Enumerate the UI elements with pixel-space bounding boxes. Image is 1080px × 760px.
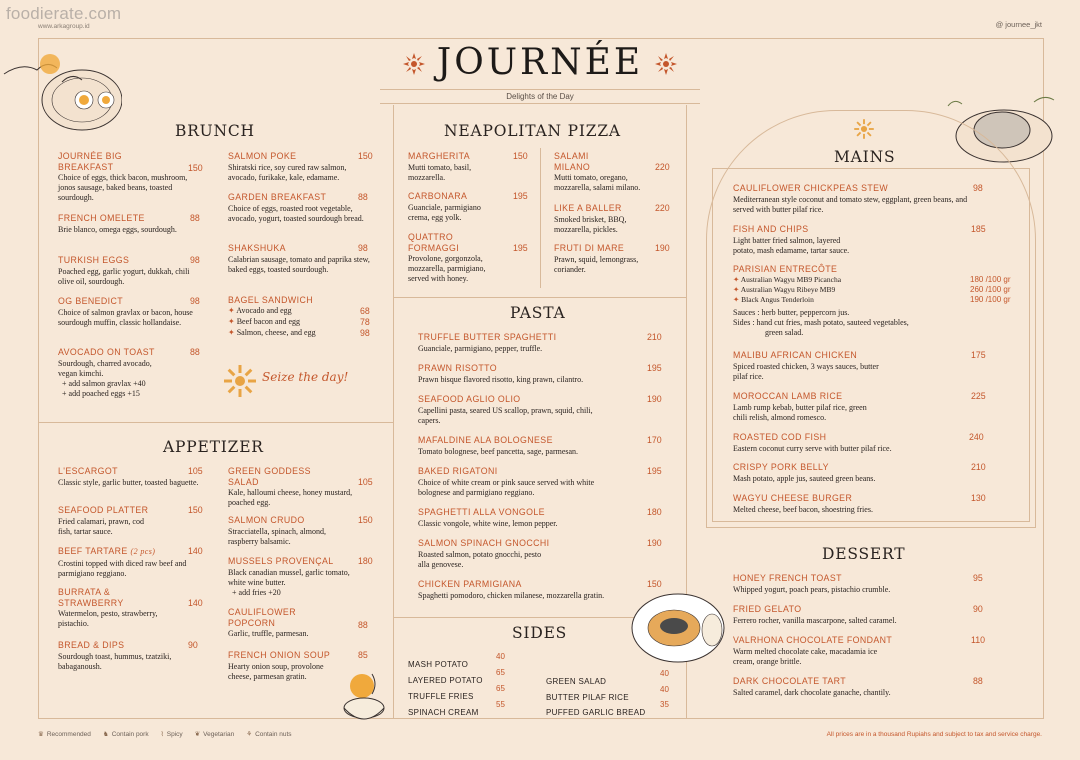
legend-spicy bbox=[161, 730, 183, 738]
item-desc: Prawn, squid, lemongrass, coriander. bbox=[554, 254, 639, 274]
item-price: 240 bbox=[969, 432, 984, 442]
menu-item bbox=[228, 650, 373, 682]
item-name: BREAD & DIPS bbox=[58, 640, 125, 650]
item-desc: Classic style, garlic butter, toasted baguette. bbox=[58, 477, 199, 487]
item-desc: Choice of eggs, thick bacon, mushroom, jonos sausage, baked beans, toasted sourdough. bbox=[58, 173, 188, 202]
menu-item bbox=[58, 546, 203, 579]
sub-item-name: Black Angus Tenderloin bbox=[741, 294, 814, 304]
item-name: TRUFFLE BUTTER SPAGHETTI bbox=[418, 332, 557, 342]
sun-small-icon bbox=[853, 118, 875, 140]
menu-item bbox=[58, 466, 203, 488]
side-price: 40 bbox=[660, 685, 669, 694]
item-name: MARGHERITA bbox=[408, 151, 470, 161]
side-price: 55 bbox=[496, 700, 505, 709]
item-desc: Roasted salmon, potato gnocchi, pesto alla genovese. bbox=[418, 549, 542, 569]
item-name: MALIBU AFRICAN CHICKEN bbox=[733, 350, 858, 360]
sub-item-price: 190 /100 gr bbox=[970, 294, 1011, 304]
item-name: HONEY FRENCH TOAST bbox=[733, 573, 842, 583]
side-price: 35 bbox=[660, 700, 669, 709]
item-desc: Spiced roasted chicken, 3 ways sauces, butter pilaf rice. bbox=[733, 361, 879, 381]
item-desc: Sourdough, charred avocado, vegan kimchi. bbox=[58, 358, 152, 378]
menu-item bbox=[733, 462, 988, 484]
item-name: AVOCADO ON TOAST bbox=[58, 347, 155, 357]
item-price: 110 bbox=[971, 635, 986, 645]
side-name: BUTTER PILAF RICE bbox=[546, 693, 629, 702]
item-price: 88 bbox=[190, 347, 200, 357]
menu-item bbox=[733, 224, 988, 256]
item-name: OG BENEDICT bbox=[58, 296, 124, 306]
side-name: LAYERED POTATO bbox=[408, 676, 483, 685]
menu-item bbox=[733, 350, 988, 382]
item-name: DARK CHOCOLATE TART bbox=[733, 676, 847, 686]
item-desc: Poached egg, garlic yogurt, dukkah, chili olive oil, sourdough. bbox=[58, 266, 190, 286]
item-price: 190 bbox=[647, 538, 662, 548]
add-on: + add fries +20 bbox=[232, 587, 281, 597]
appetizer-title: APPETIZER bbox=[163, 438, 264, 456]
item-price: 90 bbox=[973, 604, 983, 614]
menu-item bbox=[408, 232, 533, 284]
item-desc: Choice of white cream or pink sauce served with white bolognese and parmigiano reggiano. bbox=[418, 477, 595, 497]
item-name: PRAWN RISOTTO bbox=[418, 363, 497, 373]
item-desc: Eastern coconut curry serve with butter pilaf rice. bbox=[733, 443, 892, 453]
menu-item bbox=[733, 573, 988, 595]
item-name: FRUTI DI MARE bbox=[554, 243, 625, 253]
item-name: GREEN GODDESS SALAD bbox=[228, 466, 311, 487]
item-name: CRISPY PORK BELLY bbox=[733, 462, 829, 472]
item-desc: Salted caramel, dark chocolate ganache, chantily. bbox=[733, 687, 891, 697]
sub-item: ✦ Beef bacon and egg 78 bbox=[228, 316, 370, 327]
item-name: SEAFOOD AGLIO OLIO bbox=[418, 394, 521, 404]
item-price: 185 bbox=[971, 224, 986, 234]
item-desc: Brie blanco, omega eggs, sourdough. bbox=[58, 224, 177, 234]
menu-item bbox=[418, 538, 663, 570]
item-name: SALMON SPINACH GNOCCHI bbox=[418, 538, 550, 548]
item-price: 195 bbox=[647, 466, 662, 476]
item-name: MUSSELS PROVENÇAL bbox=[228, 556, 334, 566]
menu-item bbox=[733, 493, 988, 515]
item-name: MOROCCAN LAMB RICE bbox=[733, 391, 843, 401]
menu-item bbox=[228, 243, 373, 275]
item-price: 130 bbox=[971, 493, 986, 503]
item-price: 95 bbox=[973, 573, 983, 583]
sub-item-price: 180 /100 gr bbox=[970, 274, 1011, 284]
item-name: SALMON CRUDO bbox=[228, 515, 305, 525]
sub-item: ✦ Salmon, cheese, and egg 98 bbox=[228, 327, 370, 338]
legend-pork bbox=[103, 730, 149, 738]
item-desc: Stracciatella, spinach, almond, raspberry balsamic. bbox=[228, 526, 326, 546]
menu-item bbox=[418, 332, 663, 354]
sub-item: ✦ Avocado and egg 68 bbox=[228, 305, 370, 316]
instagram-handle: @ journee_jkt bbox=[995, 20, 1042, 29]
item-price: 180 bbox=[358, 556, 373, 566]
item-name: ROASTED COD FISH bbox=[733, 432, 827, 442]
item-price: 150 bbox=[513, 151, 528, 161]
item-name: SALMON POKE bbox=[228, 151, 297, 161]
item-name: JOURNÉE BIG BREAKFAST bbox=[58, 151, 123, 172]
menu-item bbox=[554, 243, 679, 275]
item-price: 85 bbox=[358, 650, 368, 660]
item-desc: Lamb rump kebab, butter pilaf rice, green chili relish, almond romesco. bbox=[733, 402, 867, 422]
menu-item bbox=[418, 363, 663, 385]
menu-item bbox=[733, 391, 988, 423]
menu-item bbox=[733, 183, 988, 215]
item-name: SALAMI MILANO bbox=[554, 151, 591, 172]
item-desc: Guanciale, parmigiano crema, egg yolk. bbox=[408, 202, 481, 222]
menu-item bbox=[408, 191, 533, 223]
brunch-title: BRUNCH bbox=[175, 122, 255, 140]
item-desc: Whipped yogurt, poach pears, pistachio crumble. bbox=[733, 584, 891, 594]
item-name: PARISIAN ENTRECÔTE bbox=[733, 264, 838, 274]
item-desc: Mediterranean style coconut and tomato stew, eggplant, green beans, and served with butter pilaf rice. bbox=[733, 194, 968, 214]
nut-icon: ⚘ bbox=[246, 731, 253, 738]
item-name: QUATTRO FORMAGGI bbox=[408, 232, 460, 253]
pork-icon: ♞ bbox=[102, 731, 109, 738]
item-name: CARBONARA bbox=[408, 191, 468, 201]
item-desc: Sourdough toast, hummus, tzatziki, babaganoush. bbox=[58, 651, 172, 671]
item-desc: Ferrero rocher, vanilla mascarpone, salted caramel. bbox=[733, 615, 897, 625]
side-item bbox=[408, 700, 508, 717]
menu-item bbox=[58, 505, 203, 537]
add-on: + add poached eggs +15 bbox=[62, 389, 140, 398]
item-name: BAGEL SANDWICH bbox=[228, 295, 313, 305]
recommended-icon: ♛ bbox=[38, 731, 44, 738]
menu-item bbox=[228, 295, 373, 339]
item-name: BURRATA & STRAWBERRY bbox=[58, 587, 124, 608]
item-desc: Garlic, truffle, parmesan. bbox=[228, 629, 309, 638]
item-desc: Warm melted chocolate cake, macadamia ice cream, orange brittle. bbox=[733, 646, 878, 666]
item-price: 225 bbox=[971, 391, 986, 401]
item-name bbox=[58, 546, 203, 558]
item-name: FRENCH ONION SOUP bbox=[228, 650, 331, 660]
item-price: 220 bbox=[655, 162, 670, 172]
menu-item bbox=[418, 507, 663, 529]
item-price: 90 bbox=[188, 640, 198, 650]
item-name: L'ESCARGOT bbox=[58, 466, 118, 476]
item-name: BAKED RIGATONI bbox=[418, 466, 498, 476]
menu-item bbox=[228, 607, 373, 639]
sub-item-price: 78 bbox=[360, 316, 370, 327]
item-name-text: BEEF TARTARE bbox=[58, 546, 128, 556]
item-price: 210 bbox=[647, 332, 662, 342]
item-price: 98 bbox=[190, 255, 200, 265]
item-name: LIKE A BALLER bbox=[554, 203, 622, 213]
item-name: WAGYU CHEESE BURGER bbox=[733, 493, 853, 503]
item-price: 88 bbox=[973, 676, 983, 686]
item-desc: Guanciale, parmigiano, pepper, truffle. bbox=[418, 343, 543, 353]
item-price: 220 bbox=[655, 203, 670, 213]
item-name: SHAKSHUKA bbox=[228, 243, 286, 253]
menu-item bbox=[58, 151, 203, 203]
side-name: SPINACH CREAM bbox=[408, 708, 479, 717]
item-name: CAULIFLOWER CHICKPEAS STEW bbox=[733, 183, 889, 193]
side-price: 40 bbox=[660, 669, 669, 678]
item-name: VALRHONA CHOCOLATE FONDANT bbox=[733, 635, 893, 645]
sub-item: ✦ Australian Wagyu Ribeye MB9 260 /100 gr bbox=[733, 284, 1011, 294]
item-price: 150 bbox=[188, 163, 203, 173]
item-desc: Mutti tomato, oregano, mozzarella, salami milano. bbox=[554, 173, 641, 192]
divider-pizza-col bbox=[540, 148, 541, 288]
sub-item-name: Beef bacon and egg bbox=[236, 316, 301, 326]
sub-item-name: Salmon, cheese, and egg bbox=[236, 327, 316, 337]
item-name: FRENCH OMELETE bbox=[58, 213, 145, 223]
item-desc: Spaghetti pomodoro, chicken milanese, mozzarella gratin. bbox=[418, 590, 605, 600]
menu-item bbox=[228, 556, 373, 598]
legend-nuts bbox=[246, 730, 291, 738]
sun-icon bbox=[222, 363, 258, 399]
divider-pizza bbox=[393, 297, 686, 298]
sub-item-price: 68 bbox=[360, 305, 370, 316]
divider-brunch bbox=[38, 422, 393, 423]
menu-item bbox=[418, 466, 663, 498]
pasta-title: PASTA bbox=[510, 304, 566, 322]
item-desc: Tomato bolognese, beef pancetta, sage, parmesan. bbox=[418, 446, 579, 456]
website-text: www.arkagroup.id bbox=[38, 23, 90, 30]
menu-item bbox=[733, 676, 988, 698]
legend-label: Spicy bbox=[166, 731, 183, 738]
leaf-icon: ❦ bbox=[194, 731, 201, 738]
menu-item bbox=[58, 640, 203, 672]
price-footnote: All prices are in a thousand Rupiahs and subject to tax and service charge. bbox=[826, 731, 1042, 738]
menu-item bbox=[554, 203, 679, 235]
item-name: CHICKEN PARMIGIANA bbox=[418, 579, 522, 589]
legend bbox=[38, 730, 292, 738]
item-price: 88 bbox=[358, 620, 368, 630]
side-item bbox=[408, 652, 508, 669]
item-price: 150 bbox=[358, 151, 373, 161]
sub-item-name: Australian Wagyu MB9 Picancha bbox=[740, 274, 842, 284]
chili-icon: ⌇ bbox=[160, 731, 164, 738]
menu-item bbox=[58, 213, 203, 235]
sub-item-price: 98 bbox=[360, 327, 370, 338]
item-price: 195 bbox=[513, 243, 528, 253]
item-name: FISH AND CHIPS bbox=[733, 224, 809, 234]
item-desc: Hearty onion soup, provolone cheese, parmesan gratin. bbox=[228, 661, 324, 681]
item-desc: Classic vongole, white wine, lemon pepper. bbox=[418, 518, 558, 528]
pizza-title: NEAPOLITAN PIZZA bbox=[444, 122, 621, 140]
item-sauces: Sauces : herb butter, peppercorn jus. bbox=[733, 307, 850, 317]
side-item bbox=[546, 700, 676, 717]
mains-title: MAINS bbox=[834, 148, 896, 166]
menu-item bbox=[733, 604, 988, 626]
item-desc: Choice of eggs, roasted root vegetable, avocado, yogurt, toasted sourdough bread. bbox=[228, 203, 364, 223]
menu-item bbox=[733, 635, 988, 667]
side-item bbox=[408, 668, 508, 685]
menu-item bbox=[58, 255, 203, 287]
menu-item bbox=[228, 151, 373, 183]
menu-item bbox=[418, 394, 663, 426]
tagline: Delights of the Day bbox=[380, 89, 700, 104]
item-price: 170 bbox=[647, 435, 662, 445]
item-sides: Sides : hand cut fries, mash potato, sauteed vegetables, bbox=[733, 317, 909, 327]
item-desc: Shiratski rice, soy cured raw salmon, avocado, furikake, kale, edamame. bbox=[228, 162, 347, 182]
item-desc: Melted cheese, beef bacon, shoestring fries. bbox=[733, 504, 873, 514]
item-desc: Light batter fried salmon, layered potato, mash edamame, tartar sauce. bbox=[733, 235, 850, 255]
item-name: MAFALDINE ALA BOLOGNESE bbox=[418, 435, 553, 445]
item-name: SEAFOOD PLATTER bbox=[58, 505, 149, 515]
side-name: GREEN SALAD bbox=[546, 677, 607, 686]
side-price: 40 bbox=[496, 652, 505, 661]
item-price: 105 bbox=[358, 477, 373, 487]
side-price: 65 bbox=[496, 684, 505, 693]
item-price: 195 bbox=[647, 363, 662, 373]
item-price: 190 bbox=[655, 243, 670, 253]
item-desc: Provolone, gorgonzola, mozzarella, parmigiano, served with honey. bbox=[408, 254, 486, 283]
legend-label: Contain pork bbox=[111, 731, 149, 738]
menu-item bbox=[554, 151, 679, 193]
menu-item bbox=[228, 515, 373, 547]
item-price: 140 bbox=[188, 598, 203, 608]
sub-item-price: 260 /100 gr bbox=[970, 284, 1011, 294]
menu-item bbox=[733, 432, 988, 454]
item-price: 98 bbox=[973, 183, 983, 193]
menu-item bbox=[58, 347, 203, 400]
menu-item bbox=[733, 264, 1018, 338]
side-item bbox=[546, 685, 676, 702]
item-price: 150 bbox=[188, 505, 203, 515]
item-price: 195 bbox=[513, 191, 528, 201]
side-price: 65 bbox=[496, 668, 505, 677]
restaurant-title: JOURNÉE bbox=[436, 42, 644, 83]
watermark: foodierate.com bbox=[6, 4, 122, 23]
item-name: SPAGHETTI ALLA VONGOLE bbox=[418, 507, 545, 517]
menu-item bbox=[408, 151, 533, 183]
menu-item bbox=[418, 579, 663, 601]
item-desc: Calabrian sausage, tomato and paprika stew, baked eggs, toasted sourdough. bbox=[228, 254, 370, 274]
sub-item-name: Avocado and egg bbox=[236, 305, 292, 315]
dessert-title: DESSERT bbox=[822, 545, 906, 563]
item-desc: Crostini topped with diced raw beef and parmigiano reggiano. bbox=[58, 558, 187, 578]
side-name: MASH POTATO bbox=[408, 660, 469, 669]
item-price: 180 bbox=[647, 507, 662, 517]
sub-item: ✦ Australian Wagyu MB9 Picancha 180 /100 gr bbox=[733, 274, 1011, 284]
breakfast-plate-illustration bbox=[2, 52, 122, 132]
item-sides-cont: green salad. bbox=[765, 327, 804, 337]
item-desc: Kale, halloumi cheese, honey mustard, poached egg. bbox=[228, 488, 353, 507]
item-desc: Mash potato, apple jus, sauteed green beans. bbox=[733, 473, 876, 483]
side-name: PUFFED GARLIC BREAD bbox=[546, 708, 646, 717]
side-item bbox=[546, 669, 676, 686]
legend-label: Recommended bbox=[46, 731, 91, 738]
item-desc: Watermelon, pesto, strawberry, pistachio. bbox=[58, 609, 158, 628]
item-price: 88 bbox=[358, 192, 368, 202]
legend-vegetarian bbox=[195, 730, 235, 738]
legend-recommended bbox=[38, 730, 91, 738]
menu-item bbox=[418, 435, 663, 457]
menu-item bbox=[228, 192, 373, 224]
item-desc: Smoked brisket, BBQ, mozzarella, pickles. bbox=[554, 214, 627, 234]
seize-the-day-text: Seize the day! bbox=[262, 370, 349, 384]
legend-label: Contain nuts bbox=[255, 731, 292, 738]
item-desc: Black canadian mussel, garlic tomato, white wine butter. bbox=[228, 567, 350, 587]
divider-1 bbox=[393, 105, 394, 719]
item-price: 140 bbox=[188, 546, 203, 556]
item-price: 98 bbox=[190, 296, 200, 306]
item-price: 150 bbox=[647, 579, 662, 589]
side-name: TRUFFLE FRIES bbox=[408, 692, 474, 701]
item-desc: Capellini pasta, seared US scallop, prawn, squid, chili, capers. bbox=[418, 405, 593, 425]
item-desc: Fried calamari, prawn, cod fish, tartar sauce. bbox=[58, 516, 144, 536]
item-price: 98 bbox=[358, 243, 368, 253]
item-desc: Mutti tomato, basil, mozzarella. bbox=[408, 162, 472, 182]
menu-item bbox=[58, 296, 203, 328]
side-item bbox=[408, 684, 508, 701]
item-name: TURKISH EGGS bbox=[58, 255, 130, 265]
item-note: (2 pcs) bbox=[130, 547, 156, 556]
menu-item bbox=[228, 466, 373, 508]
item-price: 190 bbox=[647, 394, 662, 404]
item-desc: Choice of salmon gravlax or bacon, house sourdough muffin, classic hollandaise. bbox=[58, 307, 193, 327]
item-price: 175 bbox=[971, 350, 986, 360]
item-price: 210 bbox=[971, 462, 986, 472]
item-price: 105 bbox=[188, 466, 203, 476]
add-on: + add salmon gravlax +40 bbox=[62, 378, 146, 388]
sub-item-name: Australian Wagyu Ribeye MB9 bbox=[740, 284, 836, 294]
item-name: FRIED GELATO bbox=[733, 604, 802, 614]
item-desc: Prawn bisque flavored risotto, king prawn, cilantro. bbox=[418, 374, 584, 384]
item-name: CAULIFLOWER POPCORN bbox=[228, 607, 296, 628]
sides-title: SIDES bbox=[512, 624, 568, 642]
item-name: GARDEN BREAKFAST bbox=[228, 192, 327, 202]
sub-item: ✦ Black Angus Tenderloin 190 /100 gr bbox=[733, 294, 1011, 304]
legend-label: Vegetarian bbox=[203, 731, 235, 738]
item-price: 88 bbox=[190, 213, 200, 223]
menu-item bbox=[58, 587, 203, 629]
item-price: 150 bbox=[358, 515, 373, 525]
